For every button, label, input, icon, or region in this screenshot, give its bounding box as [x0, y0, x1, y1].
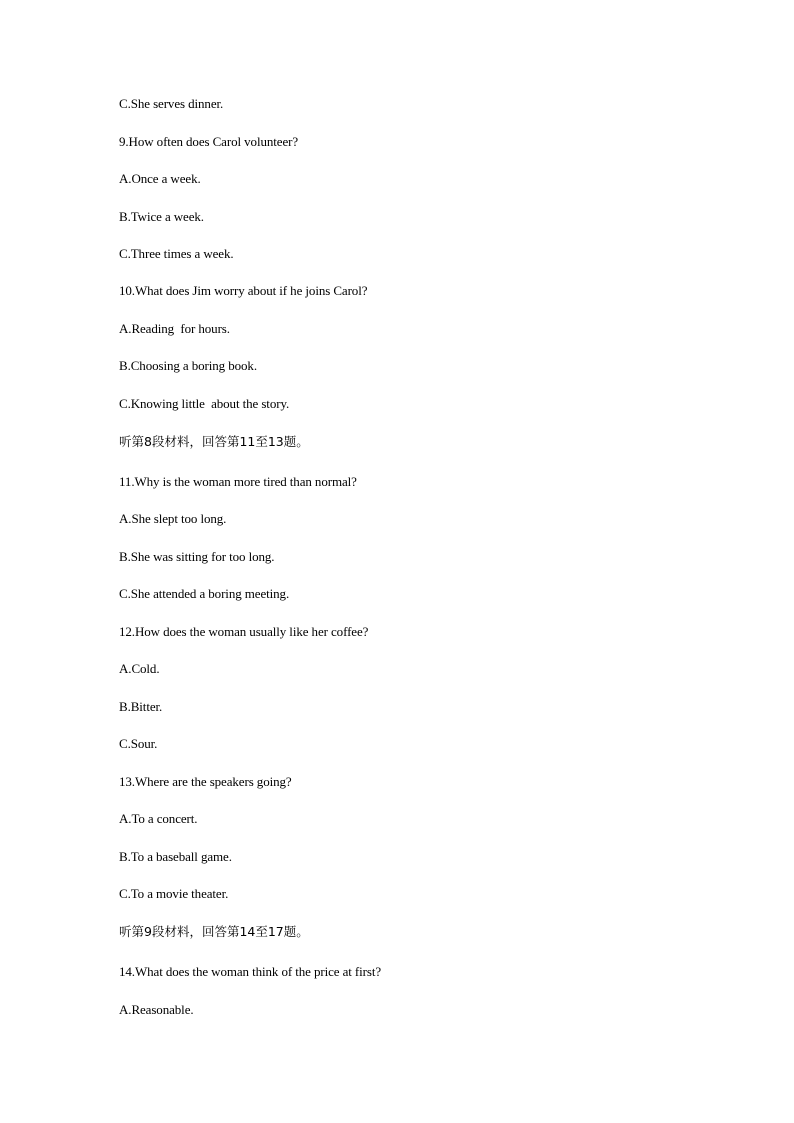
section-heading-9: 听第9段材料，回答第14至17题。: [119, 924, 309, 939]
question-13: 13.Where are the speakers going?: [119, 774, 292, 789]
option-11b: B.She was sitting for too long.: [119, 549, 275, 564]
section-heading-8: 听第8段材料，回答第11至13题。: [119, 434, 309, 449]
question-14: 14.What does the woman think of the price at first?: [119, 964, 382, 979]
option-8c: C.She serves dinner.: [119, 96, 224, 111]
option-9b: B.Twice a week.: [119, 209, 204, 224]
question-9: 9.How often does Carol volunteer?: [119, 134, 299, 149]
option-11a: A.She slept too long.: [119, 511, 227, 526]
option-10a: A.Reading for hours.: [119, 321, 230, 336]
option-9c: C.Three times a week.: [119, 246, 234, 261]
option-9a: A.Once a week.: [119, 171, 201, 186]
option-11c: C.She attended a boring meeting.: [119, 586, 290, 601]
option-10b: B.Choosing a boring book.: [119, 358, 257, 373]
option-13b: B.To a baseball game.: [119, 849, 232, 864]
question-12: 12.How does the woman usually like her coffee?: [119, 624, 369, 639]
option-14a: A.Reasonable.: [119, 1002, 194, 1017]
option-10c: C.Knowing little about the story.: [119, 396, 290, 411]
option-12a: A.Cold.: [119, 661, 160, 676]
option-13a: A.To a concert.: [119, 811, 198, 826]
option-12b: B.Bitter.: [119, 699, 163, 714]
option-13c: C.To a movie theater.: [119, 886, 229, 901]
option-12c: C.Sour.: [119, 736, 158, 751]
question-11: 11.Why is the woman more tired than normal?: [119, 474, 357, 489]
question-10: 10.What does Jim worry about if he joins Carol?: [119, 283, 368, 298]
